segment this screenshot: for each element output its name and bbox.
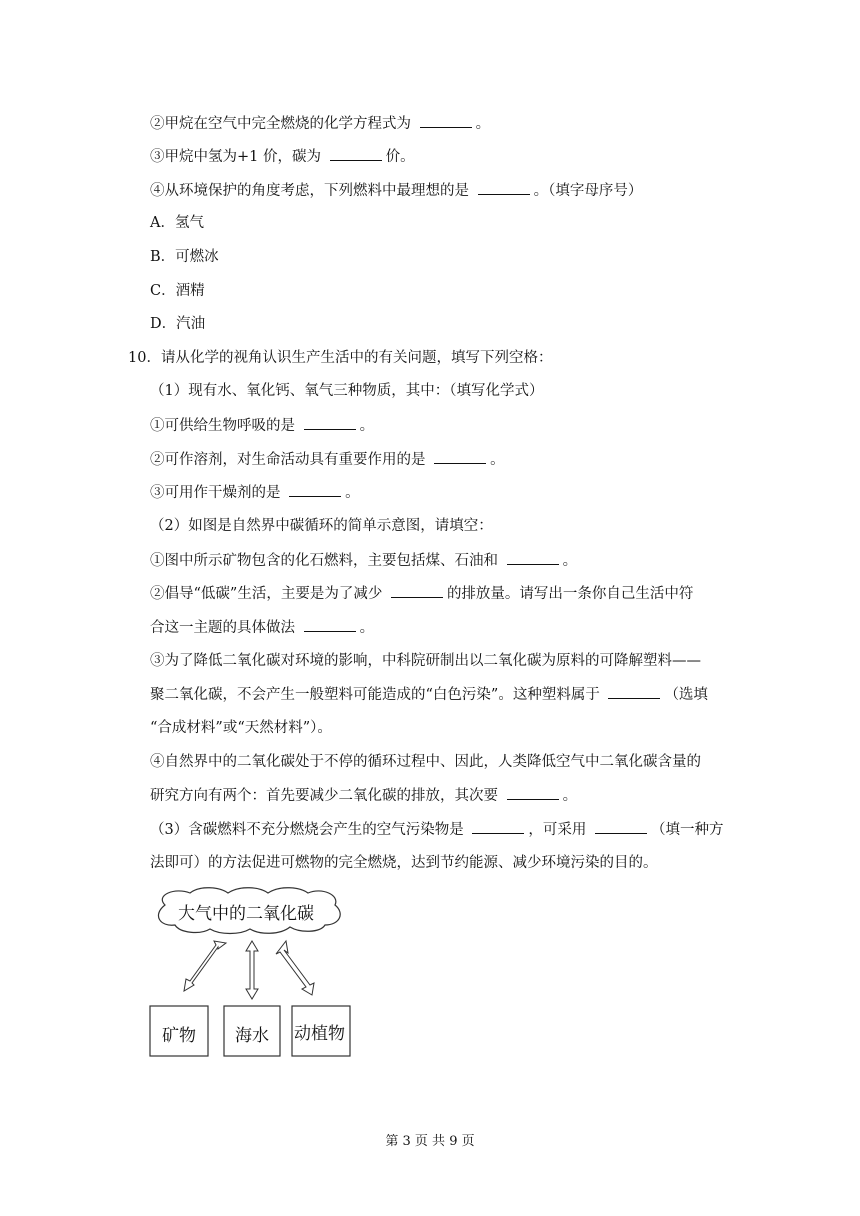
part-2-item-d-line1: ④自然界中的二氧化碳处于不停的循环过程中、因此，人类降低空气中二氧化碳含量的: [150, 754, 701, 770]
answer-blank[interactable]: [304, 415, 356, 430]
option-b: B．可燃冰: [150, 249, 219, 265]
part-2-item-b-line1: ②倡导“低碳”生活，主要是为了减少 的排放量。请写出一条你自己生活中符: [150, 583, 693, 604]
answer-blank[interactable]: [434, 449, 486, 464]
part-2-item-d-line2: 研究方向有两个：首先要减少二氧化碳的排放，其次要 。: [150, 785, 577, 806]
arrow-middle: [246, 941, 258, 999]
question-line-ch4-equation: ②甲烷在空气中完全燃烧的化学方程式为 。: [150, 113, 490, 134]
option-d: D．汽油: [150, 316, 206, 332]
box-label-organisms: 动植物: [294, 1024, 345, 1044]
answer-blank[interactable]: [507, 785, 559, 800]
answer-blank[interactable]: [478, 180, 530, 195]
answer-blank[interactable]: [330, 146, 382, 161]
page-footer: 第 3 页 共 9 页: [385, 1134, 475, 1149]
answer-blank[interactable]: [289, 482, 341, 497]
part-1-item-b: ②可作溶剂，对生命活动具有重要作用的是 。: [150, 449, 505, 470]
part-3-line1: （3）含碳燃料不充分燃烧会产生的空气污染物是 ，可采用 （填一种方: [150, 819, 723, 840]
part-2-item-c-line3: “合成材料”或“天然材料”）。: [150, 720, 332, 736]
option-c: C．酒精: [150, 283, 205, 299]
arrow-right: [276, 941, 314, 995]
question-line-ideal-fuel: ④从环境保护的角度考虑，下列燃料中最理想的是 。（填字母序号）: [150, 180, 642, 201]
box-label-seawater: 海水: [235, 1026, 269, 1046]
part-1-item-c: ③可用作干燥剂的是 。: [150, 482, 360, 503]
answer-blank[interactable]: [608, 684, 660, 699]
answer-blank[interactable]: [420, 113, 472, 128]
cloud-label: 大气中的二氧化碳: [178, 904, 314, 924]
answer-blank[interactable]: [595, 819, 647, 834]
answer-blank[interactable]: [472, 819, 524, 834]
part-2-item-b-line2: 合这一主题的具体做法 。: [150, 617, 374, 638]
part-1-intro: （1）现有水、氧化钙、氧气三种物质，其中：（填写化学式）: [150, 383, 544, 399]
part-2-item-c-line2: 聚二氧化碳，不会产生一般塑料可能造成的“白色污染”。这种塑料属于 （选填: [150, 684, 708, 705]
carbon-cycle-diagram: [140, 885, 370, 1065]
question-10-title: 10．请从化学的视角认识生产生活中的有关问题，填写下列空格：: [128, 350, 553, 366]
answer-blank[interactable]: [391, 583, 443, 598]
part-2-item-a: ①图中所示矿物包含的化石燃料，主要包括煤、石油和 。: [150, 550, 577, 571]
part-3-line2: 法即可）的方法促进可燃物的完全燃烧，达到节约能源、减少环境污染的目的。: [150, 855, 658, 871]
answer-blank[interactable]: [304, 617, 356, 632]
arrow-left: [184, 941, 226, 991]
part-2-item-c-line1: ③为了降低二氧化碳对环境的影响，中科院研制出以二氧化碳为原料的可降解塑料——: [150, 653, 701, 669]
option-a: A．氢气: [150, 215, 204, 231]
answer-blank[interactable]: [507, 550, 559, 565]
question-line-carbon-valence: ③甲烷中氢为+1 价，碳为 价。: [150, 146, 415, 167]
part-1-item-a: ①可供给生物呼吸的是 。: [150, 415, 374, 436]
part-2-intro: （2）如图是自然界中碳循环的简单示意图，请填空：: [150, 518, 493, 534]
box-label-minerals: 矿物: [162, 1026, 196, 1046]
